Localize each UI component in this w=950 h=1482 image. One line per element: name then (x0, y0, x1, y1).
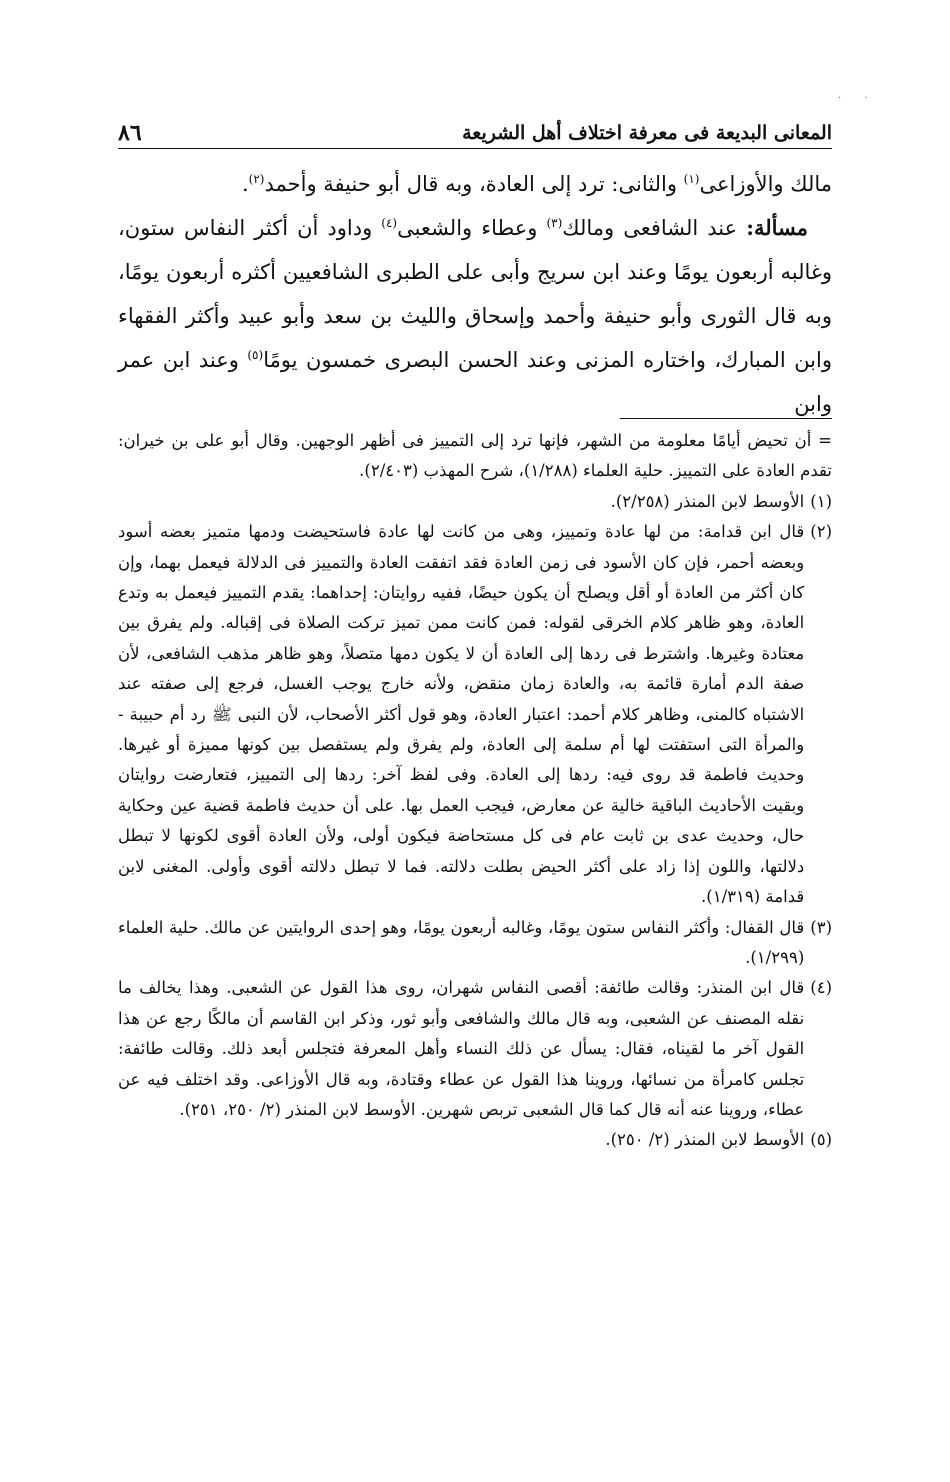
footnote-text: الأوسط لابن المنذر (٢/٢٥٨). (610, 491, 805, 511)
masala-label: مسألة: (746, 215, 809, 240)
footnote-5 (118, 1125, 832, 1155)
footnote-number: (١) (810, 491, 832, 511)
footnote-text: قال ابن قدامة: من لها عادة وتمييز، وهى من كانت لها عادة فاستحيضت ودمها متميز بعضه أسود وبعضه أحمر، فإن كان الأسود فى زمن العادة فقد اتفقت العادة والتمييز فى الدلالة فيعمل بهما، وإن كان أكثر من العادة أو أقل ويصلح أن يكون حيضًا، ففيه روايتان: إحداهما: يقدم التمييز فيعمل به وتدع العادة، وهو ظاهر كلام الخرقى لقوله: فمن كانت ممن تميز تركت الصلاة فى إقباله. ولم يفرق بين معتادة وغيرها. واشترط فى ردها إلى العادة أن لا يكون دمها متصلاً، وهو ظاهر مذهب الشافعى، لأن صفة الدم أمارة قائمة به، والعادة زمان منقض، ولأنه خارج يوجب الغسل، فرجع إلى صفته عند الاشتباه كالمنى، وظاهر كلام أحمد: اعتبار العادة، وهو قول أكثر الأصحاب، لأن النبى ﷺ رد أم حبيبة - والمرأة التى استفتت لها أم سلمة إلى العادة، ولم يفرق ولم يستفصل بين كونها مميزة أو غيرها. وحديث فاطمة قد روى فيه: ردها إلى العادة. وفى لفظ آخر: ردها إلى التمييز، فتعارضت روايتان وبقيت الأحاديث الباقية خالية عن معارض، فيجب العمل بها. على أن حديث فاطمة قضية عين وحكاية حال، وحديث عدى بن ثابت عام فى كل مستحاضة فيكون أولى، ولأن العادة أقوى لكونها لا تبطل دلالتها، واللون إذا زاد على أكثر الحيض بطلت دلالته. فما لا تبطل دلالته أقوى وأولى. المغنى لابن قدامة (١/٣١٩). (118, 522, 805, 907)
footnote-number: (٣) (810, 917, 832, 937)
footnote-2 (118, 517, 832, 912)
footnote-text: الأوسط لابن المنذر (٢/ ٢٥٠). (605, 1130, 805, 1150)
main-text (118, 162, 832, 426)
footnote-number: (٢) (810, 522, 832, 542)
footnote-text: قال ابن المنذر: وقالت طائفة: أقصى النفاس شهران، روى هذا القول عن الشعبى. وهذا يخالف ما نقله المصنف عن الشعبى، وبه قال مالك والشافعى وأبو ثور، وذكر ابن القاسم أن مالكًا رجع عن هذا القول آخر ما لقيناه، فقال: يسأل عن ذلك النساء وأهل المعرفة فتجلس أبعد ذلك. وقالت طائفة: تجلس كامرأة من نسائها، وروينا هذا القول عن عطاء وقتادة، وبه قال الأوزاعى. وقد اختلف فيه عن عطاء، وروينا عنه أنه قال كما قال الشعبى تربص شهرين. الأوسط لابن المنذر (٢/ ٢٥٠، ٢٥١). (118, 978, 805, 1119)
footnote-1 (118, 487, 832, 517)
running-title: المعانى البديعة فى معرفة اختلاف أهل الشريعة (462, 122, 832, 144)
text-run: وداود أن أكثر النفاس ستون، وغالبه أربعون يومًا وعند ابن سريج وأبى على الطبرى الشافعيين أكثره أربعون يومًا، وبه قال الثورى وأبو حنيفة وأحمد وإسحاق والليث بن سعد وأبو عبيد وأكثر الفقهاء وابن المبارك، واختاره المزنى وعند الحسن البصرى خمسون يومًا (118, 216, 832, 372)
footnote-text: قال القفال: وأكثر النفاس ستون يومًا، وغالبه أربعون يومًا، وهو إحدى الروايتين عن مالك. حلية العلماء (١/٢٩٩). (118, 917, 805, 967)
footnote-ref-2: (٢) (248, 172, 265, 186)
text-run: والثانى: ترد إلى العادة، وبه قال أبو حنيفة وأحمد (264, 172, 684, 196)
footnote-number: (٤) (810, 978, 832, 998)
footnote-ref-5: (٥) (247, 348, 264, 362)
scan-speck: · · (838, 93, 878, 104)
text-run: عند الشافعى ومالك (562, 216, 747, 240)
footnote-ref-4: (٤) (381, 216, 398, 230)
footnote-ref-1: (١) (683, 172, 700, 186)
footnote-separator (620, 418, 832, 419)
footnote-4 (118, 973, 832, 1125)
footnote-continuation: = أن تحيض أيامًا معلومة من الشهر، فإنها ترد إلى التمييز فى أظهر الوجهين. وقال أبو على بن خيران: تقدم العادة على التمييز. حلية العلماء (١/٢٨٨)، شرح المهذب (٢/٤٠٣). (118, 431, 832, 481)
page-header (118, 108, 832, 149)
footnote-number: (٥) (810, 1130, 832, 1150)
text-run: وعطاء والشعبى (397, 216, 547, 240)
footnote-ref-3: (٣) (546, 216, 563, 230)
footnotes (118, 426, 832, 1156)
page-number: ٨٦ (118, 120, 142, 146)
text-run: مالك والأوزاعى (699, 172, 832, 196)
text-run: . (241, 172, 249, 196)
footnote-3 (118, 913, 832, 974)
paragraph-1 (118, 162, 832, 206)
masala-paragraph (118, 206, 832, 426)
text-run: وعند ابن عمر وابن (118, 348, 832, 416)
